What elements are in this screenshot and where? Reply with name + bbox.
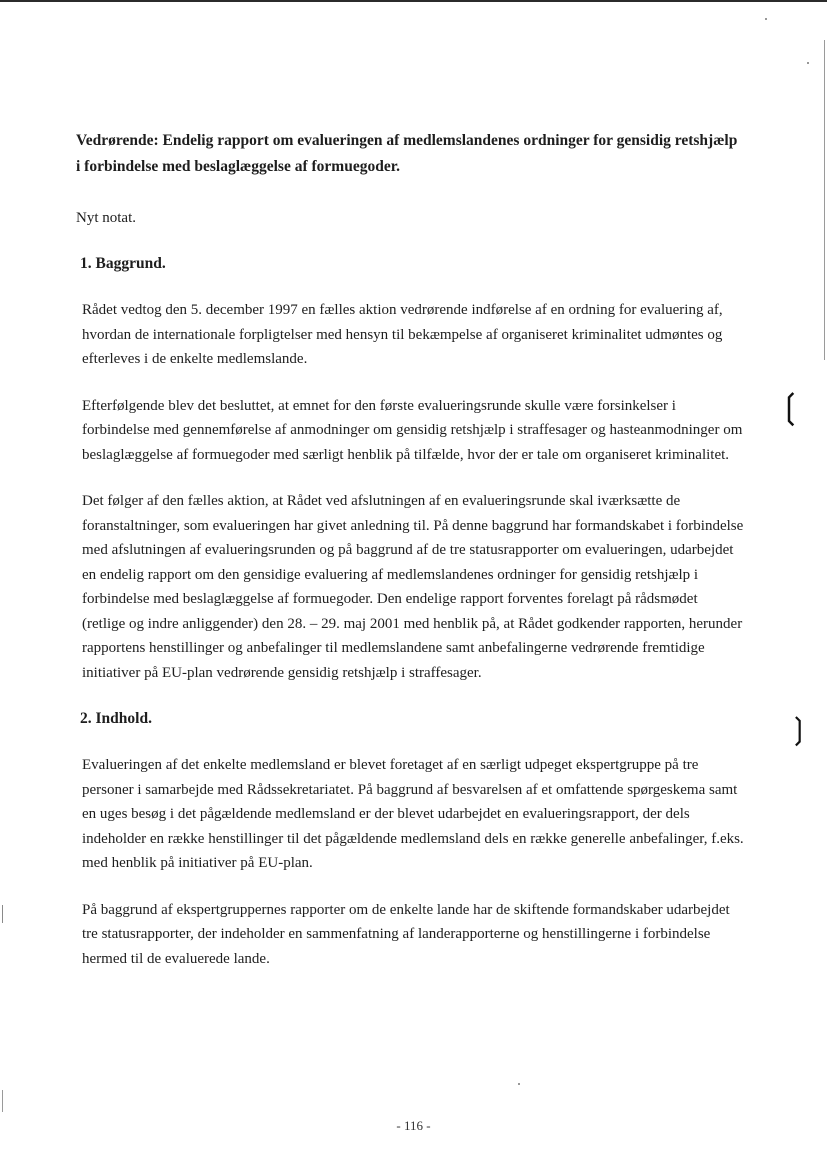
punch-hole-mark: ❳: [786, 713, 812, 746]
scan-speck: [765, 18, 767, 20]
section-heading-indhold: 2. Indhold.: [80, 710, 152, 727]
scan-speck: [518, 1083, 520, 1085]
paragraph: På baggrund af ekspertgruppernes rapporter om de enkelte lande har de skiftende formandskaber udarbejdet tre statusrapporter, der indeholder en sammenfatning af landerapporterne og henstillingerne i forbindelse hermed til de evaluerede lande.: [82, 901, 730, 967]
page-number: - 116 -: [396, 1118, 431, 1133]
scan-speck: [807, 62, 809, 64]
paragraph: Rådet vedtog den 5. december 1997 en fælles aktion vedrørende indførelse af en ordning for evaluering af, hvordan de internationale forpligtelser med hensyn til bekæmpelse af organiseret kriminalitet udmøntes og efterleves i de enkelte medlemslande.: [82, 302, 723, 367]
paragraph: Evalueringen af det enkelte medlemsland er blevet foretaget af en særligt udpeget ekspertgruppe på tre personer i samarbejde med Rådssekretariatet. På baggrund af besvarelsen af et omfattende spørgeskema samt en uges besøg i det pågældende medlemsland er der blevet udarbejdet en evalueringsrapport, der dels indeholder en række henstillinger til det pågældende medlemsland dels en række generelle anbefalinger, f.eks. med henblik på initiativer på EU-plan.: [82, 757, 744, 871]
scan-left-mark: [2, 1090, 3, 1112]
scan-right-edge: [824, 40, 825, 360]
document-subject: Vedrørende: Endelig rapport om evalueringen af medlemslandenes ordninger for gensidig retshjælp i forbindelse med beslaglæggelse af formuegoder.: [76, 132, 738, 175]
punch-hole-mark: ❲: [776, 389, 805, 426]
paragraph: Efterfølgende blev det besluttet, at emnet for den første evalueringsrunde skulle være forsinkelser i forbindelse med gennemførelse af anmodninger om gensidig retshjælp i straffesager og hasteanmodninger om beslaglæggelse af formuegoder med særligt henblik på tilfælde, hvor der er tale om organiseret kriminalitet.: [82, 397, 743, 463]
scan-left-mark: [2, 905, 3, 923]
section-heading-baggrund: 1. Baggrund.: [80, 255, 166, 272]
paragraph: Det følger af den fælles aktion, at Rådet ved afslutningen af en evalueringsrunde skal iværksætte de foranstaltninger, som evalueringen har givet anledning til. På denne baggrund har formandskabet i forbindelse med afslutningen af evalueringsrunden og på baggrund af de tre statusrapporter om evalueringen, udarbejdet en endelig rapport om den gensidige evaluering af medlemslandenes ordninger for gensidig retshjælp i forbindelse med beslaglæggelse af formuegoder. Den endelige rapport forventes forelagt på rådsmødet (retlige og indre anliggender) den 28. – 29. maj 2001 med henblik på, at Rådet godkender rapporten, herunder rapportens henstillinger og anbefalinger til medlemslandene samt anbefalingerne vedrørende fremtidige initiativer på EU-plan vedrørende gensidig retshjælp i straffesager.: [82, 493, 744, 681]
document-note: Nyt notat.: [76, 210, 136, 226]
scan-top-border: [0, 0, 827, 2]
document-body: [76, 120, 744, 971]
